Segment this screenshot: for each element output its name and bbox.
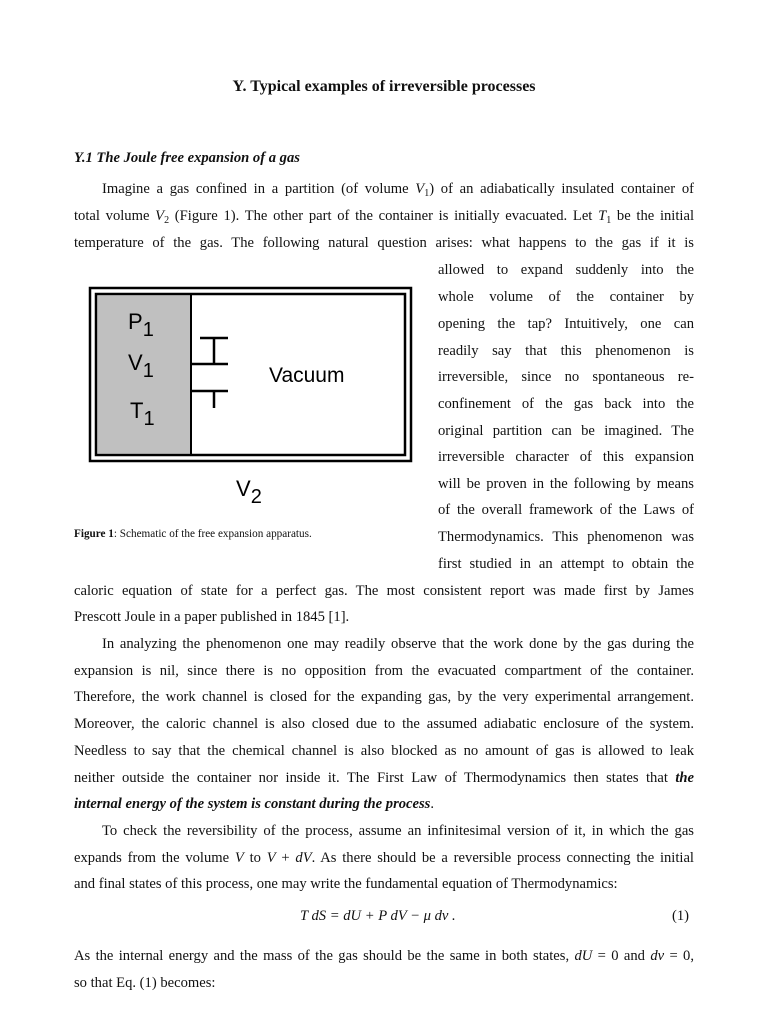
equation-1: T dS = dU + P dV − μ dν . (300, 908, 456, 924)
paragraph-1-line-3: temperature of the gas. The following natural question arises: what happens to the gas if it is (74, 235, 694, 251)
volume-1-label: V1 (128, 350, 154, 382)
paragraph-1-narrow-line: of the overall framework of the Laws of (438, 502, 694, 518)
paragraph-4-line-1: As the internal energy and the mass of the gas should be the same in both states, dU = 0 and dν = 0, (74, 948, 694, 964)
paragraph-1-narrow-line: readily say that this phenomenon is (438, 343, 694, 359)
paragraph-3-line-1: To check the reversibility of the process, assume an infinitesimal version of it, in which the gas (102, 823, 694, 839)
paragraph-1-narrow-line: confinement of the gas back into the (438, 396, 694, 412)
paragraph-2-line-6: neither outside the container nor inside it. The First Law of Thermodynamics then states that the (74, 770, 694, 786)
equation-number: (1) (672, 908, 690, 924)
paragraph-1-narrow-line: Thermodynamics. This phenomenon was (438, 529, 694, 545)
paragraph-2-line-7: internal energy of the system is constant during the process. (74, 796, 435, 812)
paragraph-1-line-4: caloric equation of state for a perfect gas. The most consistent report was made first by James (74, 583, 694, 599)
tap-icon (191, 338, 228, 408)
vacuum-label: Vacuum (269, 364, 345, 387)
pressure-label: P1 (128, 309, 154, 341)
paragraph-1-narrow-line: allowed to expand suddenly into the (438, 262, 694, 278)
paragraph-3-line-3: and final states of this process, one may write the fundamental equation of Thermodynamics: (74, 876, 618, 892)
paragraph-1-narrow-line: original partition can be imagined. The (438, 423, 694, 439)
figure-caption: Figure 1: Schematic of the free expansion apparatus. (74, 528, 312, 540)
temperature-label: T1 (130, 398, 155, 430)
volume-2-label: V2 (236, 476, 262, 508)
paragraph-2-line-5: Needless to say that the chemical channel is also blocked as no amount of gas is allowed to leak (74, 743, 694, 759)
paragraph-2-line-2: expansion is nil, since there is no opposition from the evacuated compartment of the container. (74, 663, 694, 679)
free-expansion-figure (74, 278, 416, 514)
paragraph-1-narrow-line: opening the tap? Intuitively, one can (438, 316, 694, 332)
paragraph-1-narrow-line: whole volume of the container by (438, 289, 694, 305)
paragraph-2-line-4: Moreover, the caloric channel is also closed due to the assumed adiabatic enclosure of the system. (74, 716, 694, 732)
paragraph-1-line-1: Imagine a gas confined in a partition (of volume $V_1$) of an adiabatically insulated container of (102, 181, 694, 199)
paragraph-4-line-2: so that Eq. (1) becomes: (74, 975, 216, 991)
paragraph-1-narrow-line: first studied in an attempt to obtain the (438, 556, 694, 572)
paragraph-1-narrow-line: irreversible, since no spontaneous re- (438, 369, 694, 385)
paragraph-1-line-5: Prescott Joule in a paper published in 1845 [1]. (74, 609, 350, 625)
paragraph-2-line-3: Therefore, the work channel is closed for the expanding gas, by the very experimental arrangement. (74, 689, 694, 705)
paragraph-1-line-2: total volume $V_2$ (Figure 1). The other part of the container is initially evacuated. Let $T_1$ be the initial (74, 208, 694, 226)
page-title: Y. Typical examples of irreversible processes (232, 78, 536, 95)
paragraph-2-line-1: In analyzing the phenomenon one may readily observe that the work done by the gas during the (102, 636, 694, 652)
paragraph-1-narrow-line: will be proven in the following by means (438, 476, 694, 492)
paragraph-1-narrow-line: irreversible character of this expansion (438, 449, 694, 465)
paragraph-3-line-2: expands from the volume V to V + dV. As there should be a reversible process connecting the initial (74, 850, 694, 866)
section-heading: Y.1 The Joule free expansion of a gas (74, 150, 300, 166)
